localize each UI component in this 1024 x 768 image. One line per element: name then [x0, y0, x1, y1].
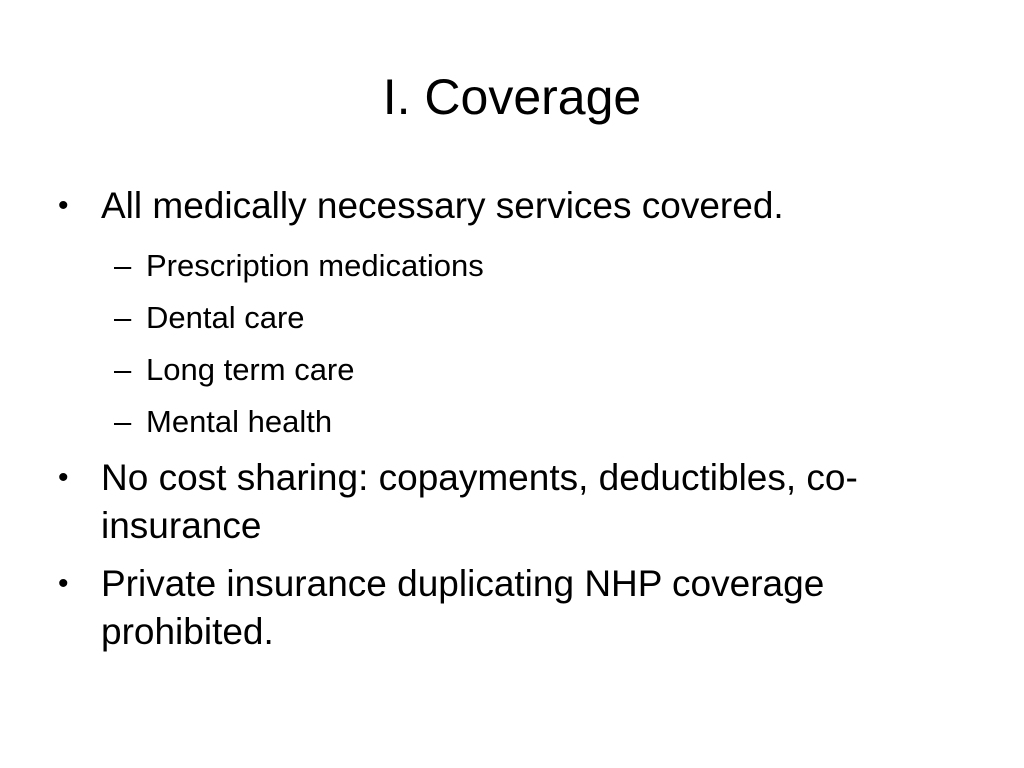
bullet-icon: •: [58, 461, 69, 494]
slide-title: I. Coverage: [382, 69, 642, 125]
bullet-item: [58, 454, 958, 550]
bullet-item: [58, 560, 958, 656]
bullet-text: Private insurance duplicating NHP coverage prohibited.: [101, 563, 825, 652]
sub-bullet-list: [58, 240, 958, 448]
sub-bullet-text: Prescription medications: [146, 248, 484, 283]
sub-bullet-item: [58, 292, 958, 344]
bullet-icon: •: [58, 189, 69, 222]
sub-bullet-text: Long term care: [146, 352, 355, 387]
sub-bullet-item: [58, 344, 958, 396]
bullet-icon: •: [58, 567, 69, 600]
sub-bullet-item: [58, 240, 958, 292]
dash-icon: –: [114, 248, 132, 283]
sub-bullet-text: Dental care: [146, 300, 305, 335]
bullet-item: [58, 182, 958, 230]
slide-body: [58, 182, 958, 666]
bullet-text: No cost sharing: copayments, deductibles, co-insurance: [101, 457, 858, 546]
dash-icon: –: [114, 404, 132, 439]
sub-bullet-item: [58, 396, 958, 448]
sub-bullet-text: Mental health: [146, 404, 333, 439]
dash-icon: –: [114, 300, 132, 335]
dash-icon: –: [114, 352, 132, 387]
bullet-text: All medically necessary services covered.: [101, 185, 784, 226]
